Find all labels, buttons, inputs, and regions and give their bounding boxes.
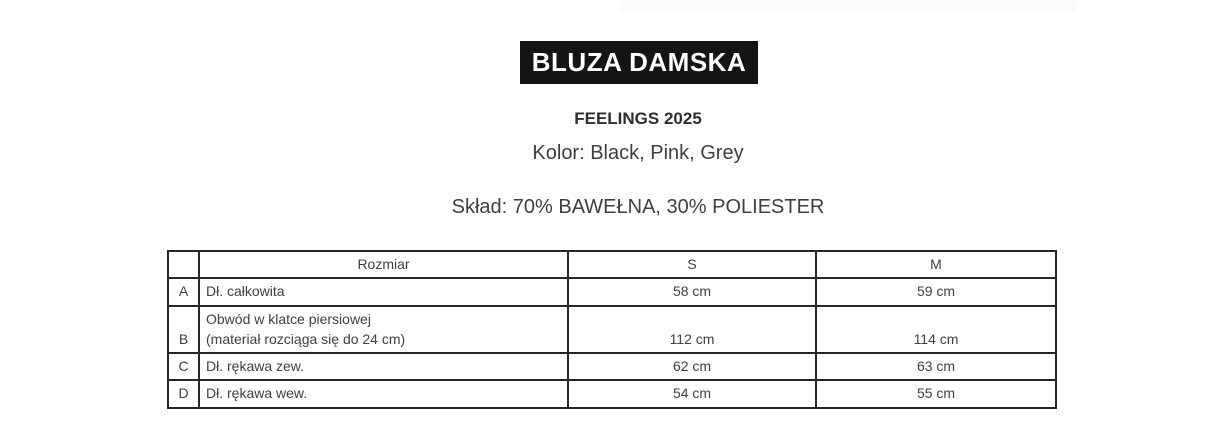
measurement-value-m: 63 cm bbox=[816, 353, 1056, 380]
season-label: FEELINGS 2025 bbox=[574, 109, 702, 128]
size-table-header-row bbox=[168, 251, 1056, 278]
color-options-label: Kolor: Black, Pink, Grey bbox=[532, 142, 744, 164]
table-row bbox=[168, 353, 1056, 380]
product-title: BLUZA DAMSKA bbox=[531, 47, 747, 77]
measurement-value-s: 112 cm bbox=[568, 306, 816, 354]
product-title-banner bbox=[520, 41, 758, 84]
measurement-value-s: 62 cm bbox=[568, 353, 816, 380]
measurement-value-s: 58 cm bbox=[568, 278, 816, 305]
measurement-name-line1: Obwód w klatce piersiowej bbox=[206, 310, 371, 327]
row-letter: A bbox=[168, 278, 199, 305]
measurement-name bbox=[199, 306, 568, 354]
measurement-name: Dł. rękawa wew. bbox=[199, 380, 568, 407]
measurement-name-line2: (materiał rozciąga się do 24 cm) bbox=[206, 330, 406, 347]
row-letter: D bbox=[168, 380, 199, 407]
corner-cell bbox=[168, 251, 199, 278]
fabric-composition-label: Skład: 70% BAWEŁNA, 30% POLIESTER bbox=[451, 196, 825, 218]
row-letter: C bbox=[168, 353, 199, 380]
table-row bbox=[168, 380, 1056, 407]
top-window-strip bbox=[620, 0, 1077, 12]
measurement-value-m: 59 cm bbox=[816, 278, 1056, 305]
column-header-rozmiar: Rozmiar bbox=[199, 251, 568, 278]
column-header-size-m: M bbox=[816, 251, 1056, 278]
table-row bbox=[168, 278, 1056, 305]
measurement-value-m: 114 cm bbox=[816, 306, 1056, 354]
row-letter: B bbox=[168, 306, 199, 354]
table-row bbox=[168, 306, 1056, 354]
measurement-name: Dł. całkowita bbox=[199, 278, 568, 305]
column-header-size-s: S bbox=[568, 251, 816, 278]
size-chart-table bbox=[167, 250, 1057, 409]
measurement-value-m: 55 cm bbox=[816, 380, 1056, 407]
measurement-name: Dł. rękawa zew. bbox=[199, 353, 568, 380]
measurement-value-s: 54 cm bbox=[568, 380, 816, 407]
